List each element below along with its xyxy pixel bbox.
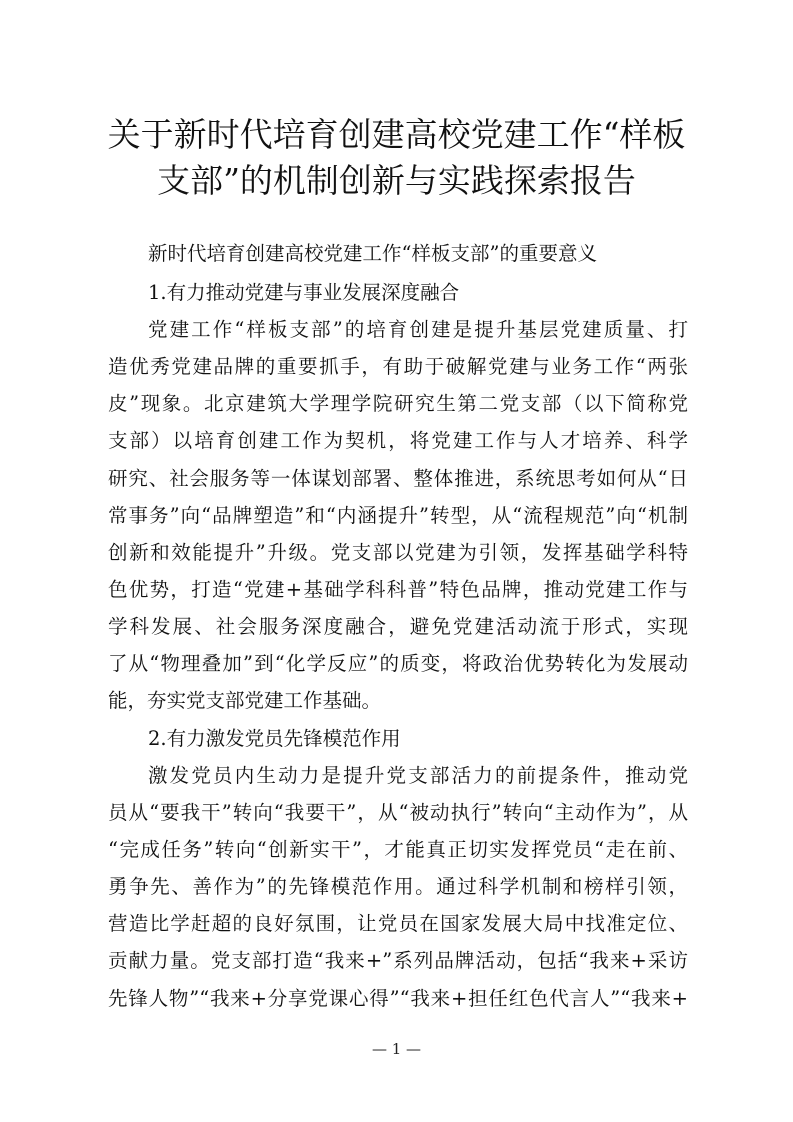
subsection-heading-1: 1.有力推动党建与事业发展深度融合 bbox=[148, 281, 460, 304]
paragraph-line: 党建工作“样板支部”的培育创建是提升基层党建质量、打 bbox=[148, 318, 688, 341]
paragraph-line: 勇争先、善作为”的先锋模范作用。通过科学机制和榜样引领， bbox=[108, 875, 688, 898]
paragraph-line: 支部）以培育创建工作为契机，将党建工作与人才培养、科学 bbox=[108, 429, 688, 452]
paragraph-line: 了从“物理叠加”到“化学反应”的质变，将政治优势转化为发展动 bbox=[108, 652, 688, 675]
subsection-heading-2: 2.有力激发党员先锋模范作用 bbox=[148, 727, 401, 750]
paragraph-line: 先锋人物”“我来+分享党课心得”“我来+担任红色代言人”“我来+ bbox=[108, 987, 688, 1010]
paragraph-line: 皮”现象。北京建筑大学理学院研究生第二党支部（以下简称党 bbox=[108, 392, 688, 415]
paragraph-line: 造优秀党建品牌的重要抓手，有助于破解党建与业务工作“两张 bbox=[108, 355, 688, 378]
section-heading: 新时代培育创建高校党建工作“样板支部”的重要意义 bbox=[148, 242, 597, 265]
paragraph-line: 营造比学赶超的良好氛围，让党员在国家发展大局中找准定位、 bbox=[108, 912, 688, 935]
paragraph-line: 色优势，打造“党建+基础学科科普”特色品牌，推动党建工作与 bbox=[108, 578, 688, 601]
page-number: — 1 — bbox=[371, 1040, 422, 1058]
paragraph-line: 能，夯实党支部党建工作基础。 bbox=[108, 689, 382, 712]
paragraph-line: 创新和效能提升”升级。党支部以党建为引领，发挥基础学科特 bbox=[108, 541, 688, 564]
paragraph-line: 常事务”向“品牌塑造”和“内涵提升”转型，从“流程规范”向“机制 bbox=[108, 504, 688, 527]
paragraph-line: 贡献力量。党支部打造“我来+”系列品牌活动，包括“我来+采访 bbox=[108, 949, 688, 972]
paragraph-line: “完成任务”转向“创新实干”，才能真正切实发挥党员“走在前、 bbox=[108, 838, 688, 861]
document-title-line-2: 支部”的机制创新与实践探索报告 bbox=[157, 161, 636, 200]
paragraph-line: 员从“要我干”转向“我要干”，从“被动执行”转向“主动作为”，从 bbox=[108, 801, 688, 824]
paragraph-line: 激发党员内生动力是提升党支部活力的前提条件，推动党 bbox=[148, 764, 688, 787]
document-title-line-1: 关于新时代培育创建高校党建工作“样板 bbox=[107, 115, 686, 154]
paragraph-line: 研究、社会服务等一体谋划部署、整体推进，系统思考如何从“日 bbox=[108, 467, 688, 490]
paragraph-line: 学科发展、社会服务深度融合，避免党建活动流于形式，实现 bbox=[108, 615, 688, 638]
